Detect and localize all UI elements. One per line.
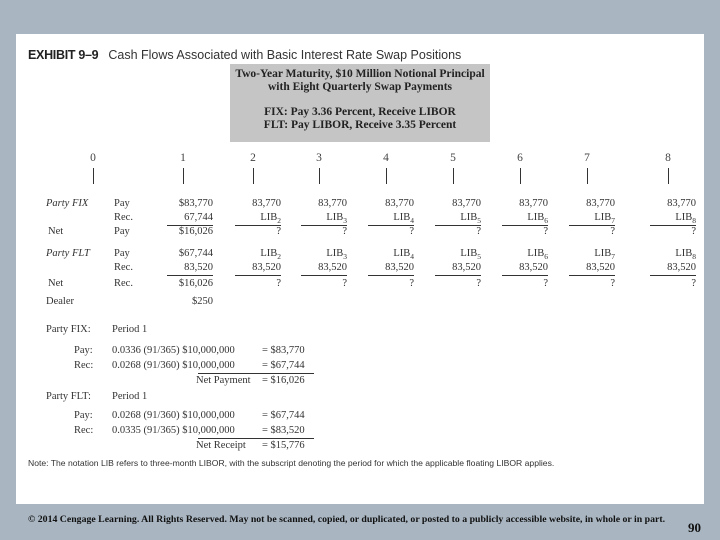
cash-flow-cell: 83,520 <box>586 262 615 273</box>
exhibit-label: EXHIBIT 9–9 <box>28 48 99 62</box>
period-label-4: 4 <box>383 152 389 164</box>
calc-flt-rec-label: Rec: <box>74 425 94 436</box>
cash-flow-cell: $16,026 <box>178 278 213 289</box>
cash-flow-cell: 83,770 <box>667 198 696 209</box>
terms-line-2: with Eight Quarterly Swap Payments <box>268 81 452 93</box>
period-tick-6 <box>520 168 521 184</box>
swap-terms-box <box>230 64 490 142</box>
cash-flow-cell: $LIB_8$ <box>675 248 696 262</box>
sum-underline <box>650 275 696 276</box>
calc-flt-net-label: Net Receipt <box>196 440 246 451</box>
calc-flt-rec-expr: 0.0335 (91/365) $10,000,000 <box>112 425 235 436</box>
cash-flow-cell: 83,770 <box>318 198 347 209</box>
cash-flow-cell: $LIB_3$ <box>326 248 347 262</box>
sum-underline <box>235 275 281 276</box>
terms-line-4: FLT: Pay LIBOR, Receive 3.35 Percent <box>263 119 457 131</box>
row-party-label: Net <box>48 278 64 289</box>
cash-flow-cell: $LIB_5$ <box>460 212 481 226</box>
cash-flow-cell: 83,770 <box>385 198 414 209</box>
cash-flow-cell: $LIB_2$ <box>260 212 281 226</box>
cash-flow-cell: ? <box>610 226 615 237</box>
period-label-3: 3 <box>316 152 322 164</box>
cash-flow-cell: $LIB_7$ <box>594 248 615 262</box>
sum-underline <box>502 275 548 276</box>
period-tick-0 <box>93 168 94 184</box>
exhibit-header <box>28 48 461 63</box>
calc-flt-rec-result: = $83,520 <box>262 425 305 436</box>
cash-flow-cell: 83,520 <box>184 262 213 273</box>
exhibit-page <box>16 34 704 504</box>
cash-flow-cell: 83,520 <box>252 262 281 273</box>
cash-flow-cell: ? <box>476 278 481 289</box>
calc-flt-pay-expr: 0.0268 (91/360) $10,000,000 <box>112 410 235 421</box>
sum-underline <box>301 275 347 276</box>
period-label-2: 2 <box>250 152 256 164</box>
cash-flow-cell: $LIB_6$ <box>527 212 548 226</box>
row-party-label: Net <box>48 226 64 237</box>
calc-flt-pay-label: Pay: <box>74 410 93 421</box>
calc-fix-pay-result: = $83,770 <box>262 345 305 356</box>
cash-flow-cell: 83,520 <box>318 262 347 273</box>
period-label-5: 5 <box>450 152 456 164</box>
period-tick-3 <box>319 168 320 184</box>
calc-flt-pay-result: = $67,744 <box>262 410 305 421</box>
row-type-label: Pay <box>114 198 130 209</box>
row-type-label: Rec. <box>114 278 133 289</box>
row-party-label: Dealer <box>46 296 74 307</box>
calc-flt-sum-line <box>198 438 314 439</box>
calc-fix-pay-expr: 0.0336 (91/365) $10,000,000 <box>112 345 235 356</box>
period-tick-5 <box>453 168 454 184</box>
cash-flow-cell: $LIB_6$ <box>527 248 548 262</box>
terms-line-1: Two-Year Maturity, $10 Million Notional Principal <box>235 68 485 80</box>
cash-flow-cell: ? <box>691 226 696 237</box>
row-party-label: Party FLT <box>46 248 90 259</box>
period-label-0: 0 <box>90 152 96 164</box>
period-label-8: 8 <box>665 152 671 164</box>
cash-flow-cell: ? <box>342 226 347 237</box>
row-type-label: Rec. <box>114 262 133 273</box>
cash-flow-cell: ? <box>476 226 481 237</box>
period-tick-1 <box>183 168 184 184</box>
cash-flow-cell: $250 <box>192 296 213 307</box>
cash-flow-cell: ? <box>276 278 281 289</box>
cash-flow-cell: 83,520 <box>519 262 548 273</box>
calc-fix-period: Period 1 <box>112 324 148 335</box>
cash-flow-cell: $LIB_4$ <box>393 248 414 262</box>
page-number: 90 <box>688 520 701 535</box>
terms-line-3: FIX: Pay 3.36 Percent, Receive LIBOR <box>264 106 456 118</box>
calc-fix-net-label: Net Payment <box>196 375 251 386</box>
cash-flow-cell: ? <box>409 278 414 289</box>
cash-flow-cell: $16,026 <box>178 226 213 237</box>
calc-flt-net-result: = $15,776 <box>262 440 305 451</box>
sum-underline <box>435 275 481 276</box>
period-label-6: 6 <box>517 152 523 164</box>
calc-fix-rec-expr: 0.0268 (91/360) $10,000,000 <box>112 360 235 371</box>
cash-flow-cell: ? <box>409 226 414 237</box>
calc-fix-party: Party FIX: <box>46 324 91 335</box>
calc-fix-net-result: = $16,026 <box>262 375 305 386</box>
sum-underline <box>569 275 615 276</box>
period-tick-2 <box>253 168 254 184</box>
cash-flow-cell: ? <box>610 278 615 289</box>
period-tick-4 <box>386 168 387 184</box>
cash-flow-cell: $LIB_3$ <box>326 212 347 226</box>
exhibit-note: Note: The notation LIB refers to three-month LIBOR, with the subscript denoting the period for which the applicable floating LIBOR applies. <box>28 458 555 468</box>
row-party-label: Party FIX <box>46 198 89 209</box>
calc-flt-period: Period 1 <box>112 391 148 402</box>
cash-flow-cell: 67,744 <box>184 212 213 223</box>
row-type-label: Rec. <box>114 212 133 223</box>
cash-flow-cell: 83,770 <box>586 198 615 209</box>
row-type-label: Pay <box>114 248 130 259</box>
cash-flow-cell: $LIB_2$ <box>260 248 281 262</box>
cash-flow-cell: ? <box>691 278 696 289</box>
cash-flow-cell: $LIB_5$ <box>460 248 481 262</box>
calc-fix-rec-result: = $67,744 <box>262 360 305 371</box>
calc-flt-party: Party FLT: <box>46 391 91 402</box>
cash-flow-cell: $LIB_4$ <box>393 212 414 226</box>
period-label-7: 7 <box>584 152 590 164</box>
cash-flow-cell: $67,744 <box>178 248 213 259</box>
cash-flow-cell: 83,520 <box>667 262 696 273</box>
cash-flow-cell: 83,520 <box>452 262 481 273</box>
row-type-label: Pay <box>114 226 130 237</box>
cash-flow-cell: 83,770 <box>452 198 481 209</box>
period-tick-8 <box>668 168 669 184</box>
cash-flow-cell: $LIB_7$ <box>594 212 615 226</box>
cash-flow-cell: $LIB_8$ <box>675 212 696 226</box>
sum-underline <box>368 275 414 276</box>
cash-flow-cell: 83,770 <box>252 198 281 209</box>
calc-fix-rec-label: Rec: <box>74 360 94 371</box>
exhibit-title: Cash Flows Associated with Basic Interest Rate Swap Positions <box>108 48 462 62</box>
period-tick-7 <box>587 168 588 184</box>
cash-flow-cell: ? <box>342 278 347 289</box>
copyright-footer: © 2014 Cengage Learning. All Rights Reserved. May not be scanned, copied, or duplicated, or posted to a publicly accessible website, in whole or in part. <box>28 514 666 525</box>
cash-flow-cell: ? <box>276 226 281 237</box>
cash-flow-cell: 83,770 <box>519 198 548 209</box>
cash-flow-cell: ? <box>543 278 548 289</box>
calc-fix-sum-line <box>198 373 314 374</box>
cash-flow-cell: ? <box>543 226 548 237</box>
cash-flow-cell: 83,520 <box>385 262 414 273</box>
period-label-1: 1 <box>180 152 186 164</box>
sum-underline <box>167 275 213 276</box>
calc-fix-pay-label: Pay: <box>74 345 93 356</box>
cash-flow-cell: $83,770 <box>178 198 213 209</box>
